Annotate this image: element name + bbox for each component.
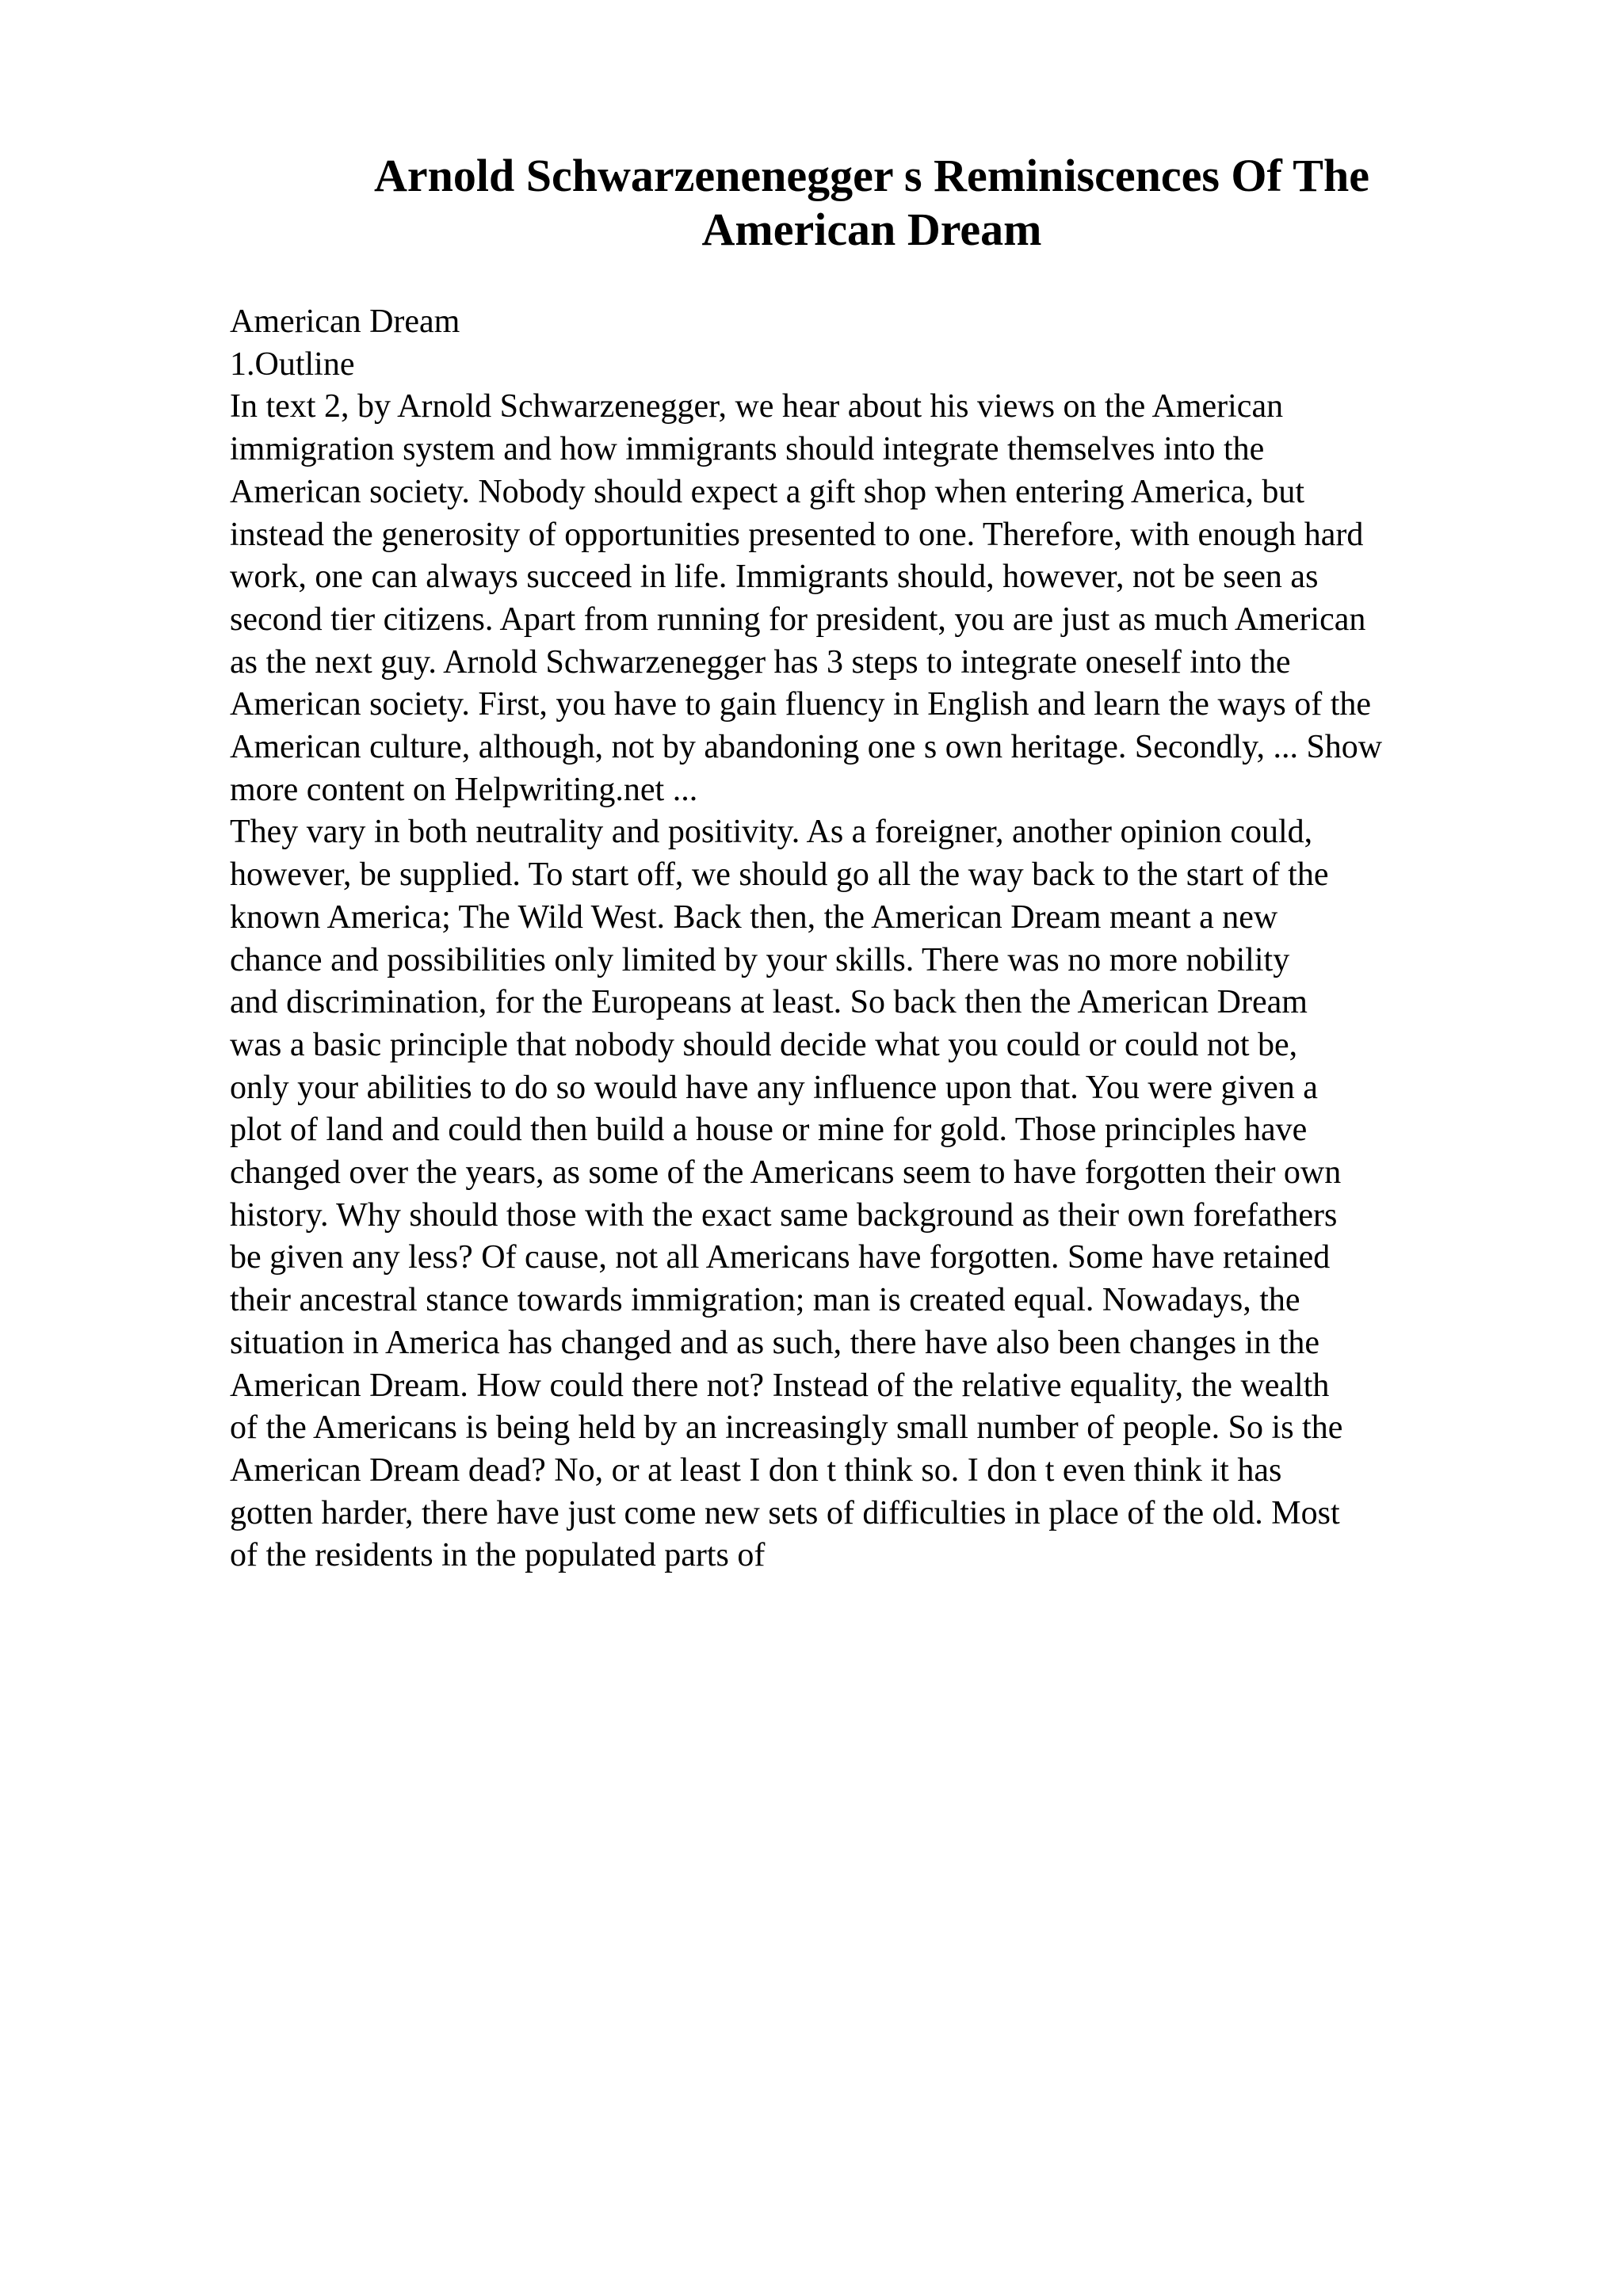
body-text-line: more content on Helpwriting.net ... [230, 771, 698, 808]
section-heading: American Dream [230, 303, 460, 340]
body-text-line: history. Why should those with the exact same background as their own forefathers [230, 1196, 1338, 1234]
body-text-line: be given any less? Of cause, not all Americans have forgotten. Some have retained [230, 1239, 1331, 1276]
body-text-line: was a basic principle that nobody should decide what you could or could not be, [230, 1026, 1298, 1063]
body-text-line: however, be supplied. To start off, we should go all the way back to the start of the [230, 856, 1329, 894]
body-text-line: work, one can always succeed in life. Immigrants should, however, not be seen as [230, 559, 1319, 596]
body-text-line: immigration system and how immigrants should integrate themselves into the [230, 431, 1265, 468]
body-text-line: They vary in both neutrality and positivity. As a foreigner, another opinion could, [230, 814, 1313, 851]
body-text-line: known America; The Wild West. Back then, the American Dream meant a new [230, 898, 1278, 936]
document-body [230, 301, 1514, 1577]
body-text-line: and discrimination, for the Europeans at least. So back then the American Dream [230, 984, 1308, 1021]
body-text-line: American culture, although, not by abandoning one s own heritage. Secondly, ... Show [230, 729, 1383, 766]
body-text-line: second tier citizens. Apart from running for president, you are just as much American [230, 601, 1366, 638]
section-subheading: 1.Outline [230, 345, 355, 383]
title-line: Arnold Schwarzenenegger s Reminiscences Of The [373, 150, 1369, 201]
body-text-line: of the residents in the populated parts of [230, 1537, 766, 1574]
body-text-line: American Dream dead? No, or at least I don t think so. I don t even think it has [230, 1451, 1282, 1489]
body-text-line: of the Americans is being held by an increasingly small number of people. So is the [230, 1409, 1343, 1447]
body-text-line: situation in America has changed and as such, there have also been changes in the [230, 1324, 1320, 1361]
body-text-line: In text 2, by Arnold Schwarzenegger, we hear about his views on the American [230, 388, 1284, 425]
title-line: American Dream [701, 204, 1042, 255]
body-text-line: instead the generosity of opportunities presented to one. Therefore, with enough hard [230, 516, 1364, 553]
body-text-line: plot of land and could then build a house or mine for gold. Those principles have [230, 1112, 1308, 1149]
body-text-line: gotten harder, there have just come new sets of difficulties in place of the old. Most [230, 1494, 1340, 1531]
body-text-line: only your abilities to do so would have any influence upon that. You were given a [230, 1069, 1318, 1106]
body-text-line: chance and possibilities only limited by your skills. There was no more nobility [230, 941, 1290, 978]
body-text-line: changed over the years, as some of the Americans seem to have forgotten their own [230, 1154, 1342, 1192]
body-text-line: their ancestral stance towards immigration; man is created equal. Nowadays, the [230, 1282, 1300, 1319]
body-text-line: American Dream. How could there not? Instead of the relative equality, the wealth [230, 1367, 1330, 1404]
body-text-line: American society. First, you have to gain fluency in English and learn the ways of the [230, 686, 1372, 723]
body-text-line: American society. Nobody should expect a gift shop when entering America, but [230, 473, 1305, 510]
document-title [230, 149, 1514, 257]
body-text-line: as the next guy. Arnold Schwarzenegger has 3 steps to integrate oneself into the [230, 643, 1291, 681]
